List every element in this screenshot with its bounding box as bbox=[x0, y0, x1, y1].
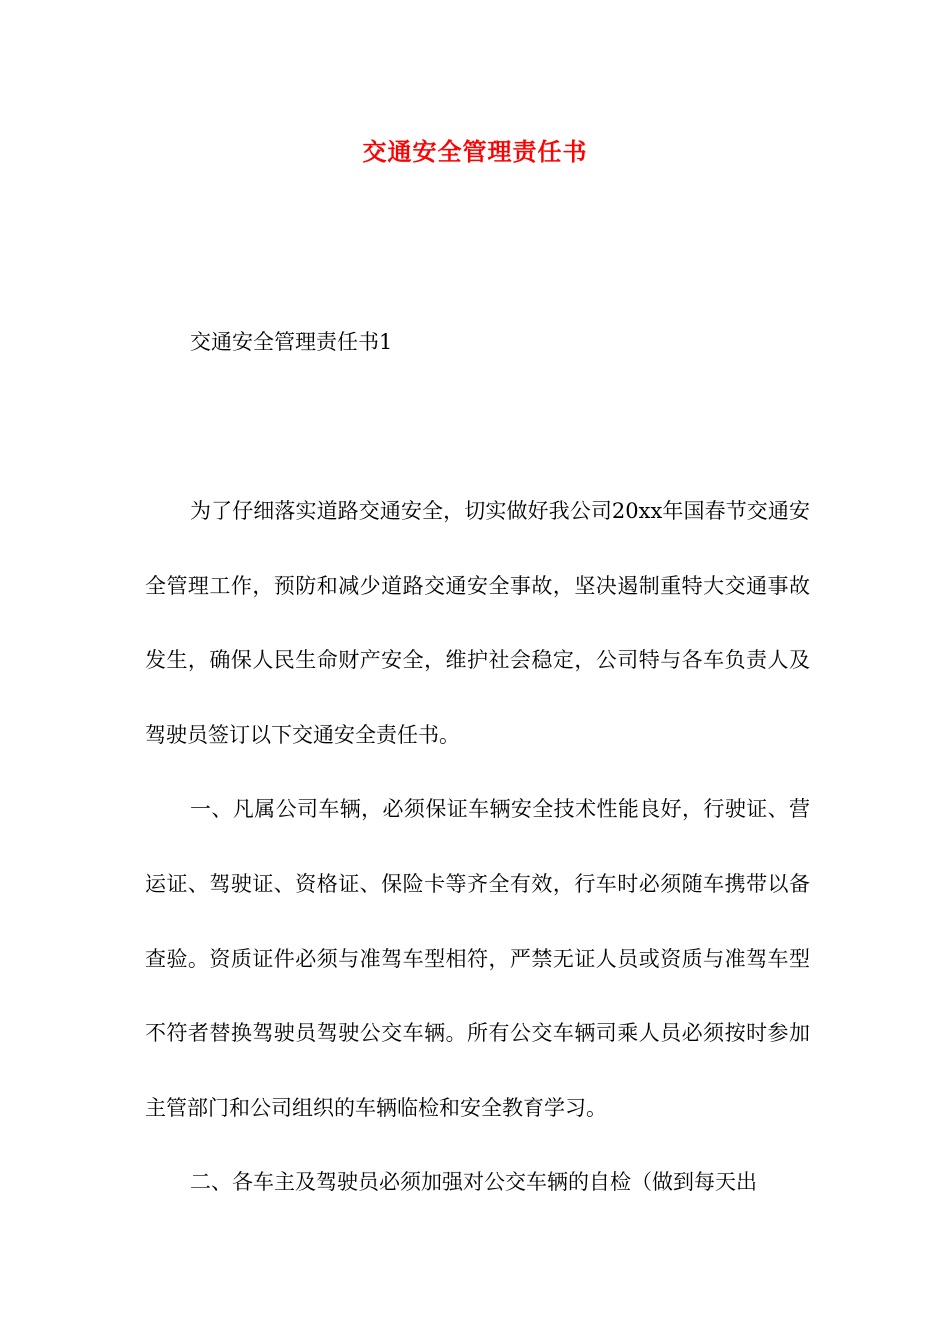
document-body bbox=[145, 474, 810, 1220]
document-title: 交通安全管理责任书 bbox=[362, 137, 588, 166]
paragraph-clause-1: 一、凡属公司车辆，必须保证车辆安全技术性能良好，行驶证、营运证、驾驶证、资格证、保险卡等齐全有效，行车时必须随车携带以备查验。资质证件必须与准驾车型相符，严禁无证人员或资质与准驾车型不符者替换驾驶员驾驶公交车辆。所有公交车辆司乘人员必须按时参加主管部门和公司组织的车辆临检和安全教育学习。 bbox=[145, 797, 810, 1120]
document-subtitle: 交通安全管理责任书1 bbox=[190, 330, 393, 354]
paragraph-clause-2: 二、各车主及驾驶员必须加强对公交车辆的自检（做到每天出 bbox=[190, 1170, 757, 1195]
paragraph-intro: 为了仔细落实道路交通安全，切实做好我公司20xx年国春节交通安全管理工作，预防和减少道路交通安全事故，坚决遏制重特大交通事故发生，确保人民生命财产安全，维护社会稳定，公司特与各车负责人及驾驶员签订以下交通安全责任书。 bbox=[145, 499, 810, 747]
